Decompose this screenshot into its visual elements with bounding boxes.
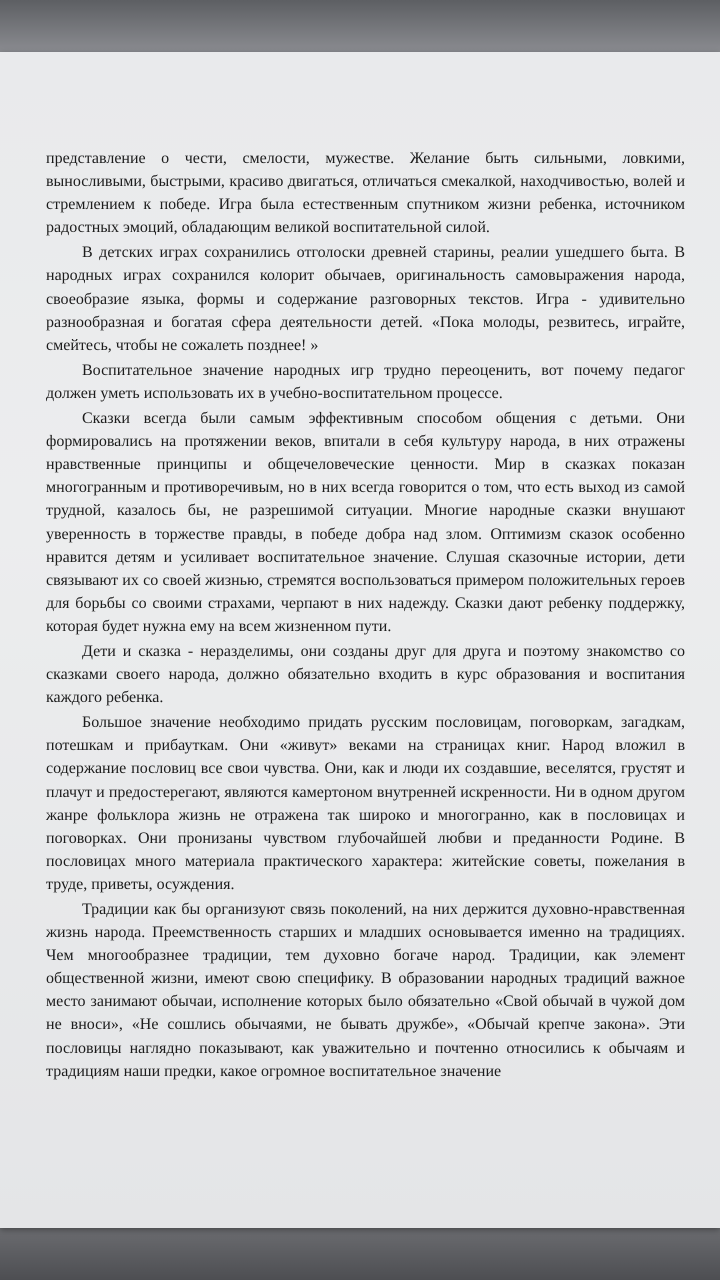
paragraph-3: Воспитательное значение народных игр трудно переоценить, вот почему педагог должен уметь использовать их в учебно-воспитательном процессе. [46,361,685,402]
paragraph-7: Традиции как бы организуют связь поколений, на них держится духовно-нравственная жизнь народа. Преемственность старших и младших основывается именно на традициях. Чем многообразнее традиции, тем духовно богаче народ. Традиции, как элемент общественной жизни, имеют свою специфику. В образовании народных традиций важное место занимают обычаи, исполнение которых было обязательно «Свой обычай в чужой дом не вноси», «Не сошлись обычаями, не бывать дружбе», «Обычай крепче закона». Эти пословицы наглядно показывают, как уважительно и почтенно относились к обычаям и традициям наши предки, какое огромное воспитательное значение [46,901,685,1080]
background-bottom [0,1225,720,1280]
paragraph-4: Сказки всегда были самым эффективным способом общения с детьми. Они формировались на протяжении веков, впитали в себя культуру народа, в них отражены нравственные принципы и общечеловеческие ценности. Мир в сказках показан многогранным и противоречивым, но в них всегда говорится о том, что есть выход из самой трудной, казалось бы, не разрешимой ситуации. Многие народные сказки внушают уверенность в торжестве правды, в победе добра над злом. Оптимизм сказок особенно нравится детям и усиливает воспитательное значение. Слушая сказочные истории, дети связывают их со своей жизнью, стремятся воспользоваться примером положительных героев для борьбы со своими страхами, черпают в них надежду. Сказки дают ребенку поддержку, которая будет нужна ему на всем жизненном пути. [46,410,685,635]
paragraph-5: Дети и сказка - неразделимы, они созданы друг для друга и поэтому знакомство со сказками своего народа, должно обязательно входить в курс образования и воспитания каждого ребенка. [46,642,685,707]
paragraph-1: представление о чести, смелости, мужестве. Желание быть сильными, ловкими, выносливыми, быстрыми, красиво двигаться, отличаться смекалкой, находчивостью, волей и стремлением к победе. Игра была естественным спутником жизни ребенка, источником радостных эмоций, обладающим великой воспитательной силой. [46,150,685,237]
document-body [46,147,685,1083]
paragraph-6: Большое значение необходимо придать русским пословицам, поговоркам, загадкам, потешкам и прибауткам. Они «живут» веками на страницах книг. Народ вложил в содержание пословиц все свои чувства. Они, как и люди их создавшие, веселятся, грустят и плачут и предостерегают, являются камертоном внутренней искренности. Ни в одном другом жанре фольклора жизнь не отражена так широко и многогранно, как в пословицах и поговорках. Они пронизаны чувством глубочайшей любви и преданности Родине. В пословицах много материала практического характера: житейские советы, пожелания в труде, приветы, осуждения. [46,714,685,893]
paragraph-2: В детских играх сохранились отголоски древней старины, реалии ушедшего быта. В народных играх сохранился колорит обычаев, оригинальность самовыражения народа, своеобразие языка, формы и содержание разговорных текстов. Игра - удивительно разнообразная и богатая сфера деятельности детей. «Пока молоды, резвитесь, играйте, смейтесь, чтобы не сожалеть позднее! » [46,244,685,354]
